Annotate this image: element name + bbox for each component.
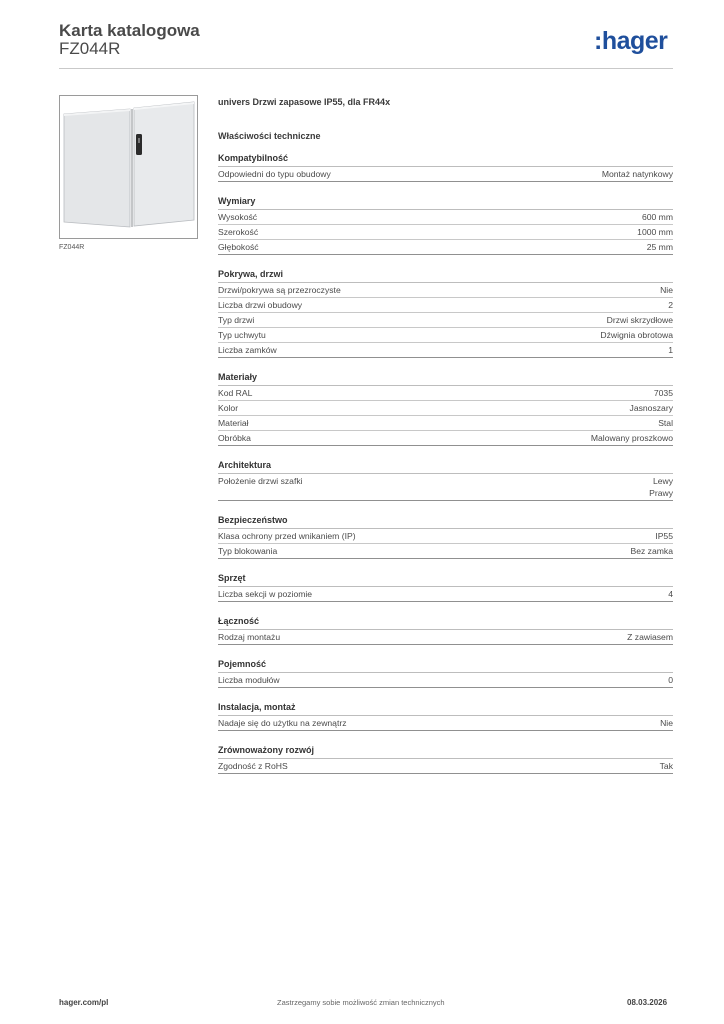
spec-row <box>218 167 673 182</box>
spec-row <box>218 401 673 416</box>
spec-row <box>218 529 673 544</box>
spec-value <box>602 168 673 180</box>
footer-website: hager.com/pl <box>59 998 109 1007</box>
spec-label: Typ drzwi <box>218 315 255 325</box>
spec-value-line: 7035 <box>653 388 673 398</box>
spec-value-line: Tak <box>659 761 673 771</box>
spec-value <box>668 344 673 356</box>
spec-value <box>637 226 673 238</box>
spec-value <box>627 631 673 643</box>
footer-date: 08.03.2026 <box>627 998 668 1007</box>
spec-group-title: Architektura <box>218 459 673 474</box>
spec-group-title: Bezpieczeństwo <box>218 514 673 529</box>
spec-value-line: 25 mm <box>646 242 673 252</box>
product-reference: FZ044R <box>59 39 121 58</box>
spec-value-line: Nie <box>660 718 673 728</box>
spec-row <box>218 313 673 328</box>
spec-group-title: Pojemność <box>218 658 673 673</box>
spec-value <box>647 241 673 253</box>
spec-value-line: 4 <box>668 589 673 599</box>
spec-label: Liczba modułów <box>218 675 280 685</box>
spec-value <box>654 387 673 399</box>
spec-label: Klasa ochrony przed wnikaniem (IP) <box>218 531 356 541</box>
spec-value <box>649 475 673 499</box>
spec-label: Typ blokowania <box>218 546 278 556</box>
spec-group-title: Sprzęt <box>218 572 673 587</box>
spec-row <box>218 474 673 501</box>
spec-value-line: 600 mm <box>641 212 673 222</box>
spec-value-line: 0 <box>668 675 673 685</box>
spec-row <box>218 240 673 255</box>
spec-label: Nadaje się do użytku na zewnątrz <box>218 718 347 728</box>
spec-row <box>218 386 673 401</box>
spec-label: Kod RAL <box>218 388 253 398</box>
spec-value-line: Montaż natynkowy <box>601 169 673 179</box>
spec-row <box>218 587 673 602</box>
spec-value <box>600 329 673 341</box>
spec-value-line: Drzwi skrzydłowe <box>606 315 673 325</box>
spec-label: Odpowiedni do typu obudowy <box>218 169 331 179</box>
spec-row <box>218 328 673 343</box>
spec-group-title: Wymiary <box>218 195 673 210</box>
spec-value <box>591 432 673 444</box>
spec-group-title: Instalacja, montaż <box>218 701 673 716</box>
image-caption: FZ044R <box>59 244 85 251</box>
spec-value <box>660 760 673 772</box>
spec-row <box>218 283 673 298</box>
spec-label: Zgodność z RoHS <box>218 761 288 771</box>
spec-label: Położenie drzwi szafki <box>218 476 303 486</box>
spec-value-line: Stal <box>658 418 673 428</box>
spec-label: Liczba drzwi obudowy <box>218 300 303 310</box>
spec-label: Wysokość <box>218 212 258 222</box>
spec-group-title: Kompatybilność <box>218 152 673 167</box>
spec-group-title: Zrównoważony rozwój <box>218 744 673 759</box>
spec-value-line: 1000 mm <box>637 227 673 237</box>
spec-label: Liczba sekcji w poziomie <box>218 589 313 599</box>
spec-row <box>218 759 673 774</box>
spec-label: Rodzaj montażu <box>218 632 281 642</box>
spec-value-line: Jasnoszary <box>629 403 673 413</box>
spec-value <box>668 299 673 311</box>
spec-row <box>218 431 673 446</box>
spec-groups <box>218 152 673 774</box>
spec-label: Obróbka <box>218 433 251 443</box>
product-description: univers Drzwi zapasowe IP55, dla FR44x <box>218 97 391 107</box>
spec-row <box>218 298 673 313</box>
spec-value-line: IP55 <box>655 531 673 541</box>
spec-value <box>660 717 673 729</box>
spec-value-line: 1 <box>668 345 673 355</box>
spec-row <box>218 630 673 645</box>
spec-value-line: Nie <box>660 285 673 295</box>
spec-label: Kolor <box>218 403 239 413</box>
hager-logo: :hager <box>594 27 668 55</box>
spec-value <box>668 588 673 600</box>
spec-label: Szerokość <box>218 227 259 237</box>
spec-value <box>630 402 673 414</box>
spec-group-title: Łączność <box>218 615 673 630</box>
spec-row <box>218 225 673 240</box>
spec-value <box>658 417 673 429</box>
spec-value <box>642 211 673 223</box>
spec-row <box>218 716 673 731</box>
spec-row <box>218 416 673 431</box>
spec-label: Głębokość <box>218 242 259 252</box>
spec-row <box>218 343 673 358</box>
spec-label: Drzwi/pokrywa są przezroczyste <box>218 285 341 295</box>
spec-value-line: Prawy <box>649 488 673 498</box>
spec-value <box>655 530 673 542</box>
spec-value <box>630 545 673 557</box>
spec-value-line: Bez zamka <box>630 546 673 556</box>
spec-value-line: Lewy <box>652 476 673 486</box>
section-title: Właściwości techniczne <box>218 131 321 141</box>
spec-row <box>218 544 673 559</box>
spec-value <box>607 314 673 326</box>
document-title: Karta katalogowa <box>59 21 200 40</box>
spec-value-line: Dźwignia obrotowa <box>600 330 673 340</box>
spec-value-line: Z zawiasem <box>627 632 673 642</box>
spec-value <box>668 674 673 686</box>
spec-label: Materiał <box>218 418 249 428</box>
spec-value-line: 2 <box>668 300 673 310</box>
spec-content <box>218 96 673 774</box>
double-door-panel-image <box>60 96 197 238</box>
spec-row <box>218 673 673 688</box>
spec-label: Liczba zamków <box>218 345 277 355</box>
spec-label: Typ uchwytu <box>218 330 266 340</box>
header-divider <box>59 68 673 69</box>
spec-group-title: Materiały <box>218 371 673 386</box>
footer-notice: Zastrzegamy sobie możliwość zmian technicznych <box>277 998 445 1007</box>
spec-value-line: Malowany proszkowo <box>590 433 673 443</box>
spec-row <box>218 210 673 225</box>
product-image <box>59 95 198 239</box>
spec-group-title: Pokrywa, drzwi <box>218 268 673 283</box>
spec-value <box>660 284 673 296</box>
